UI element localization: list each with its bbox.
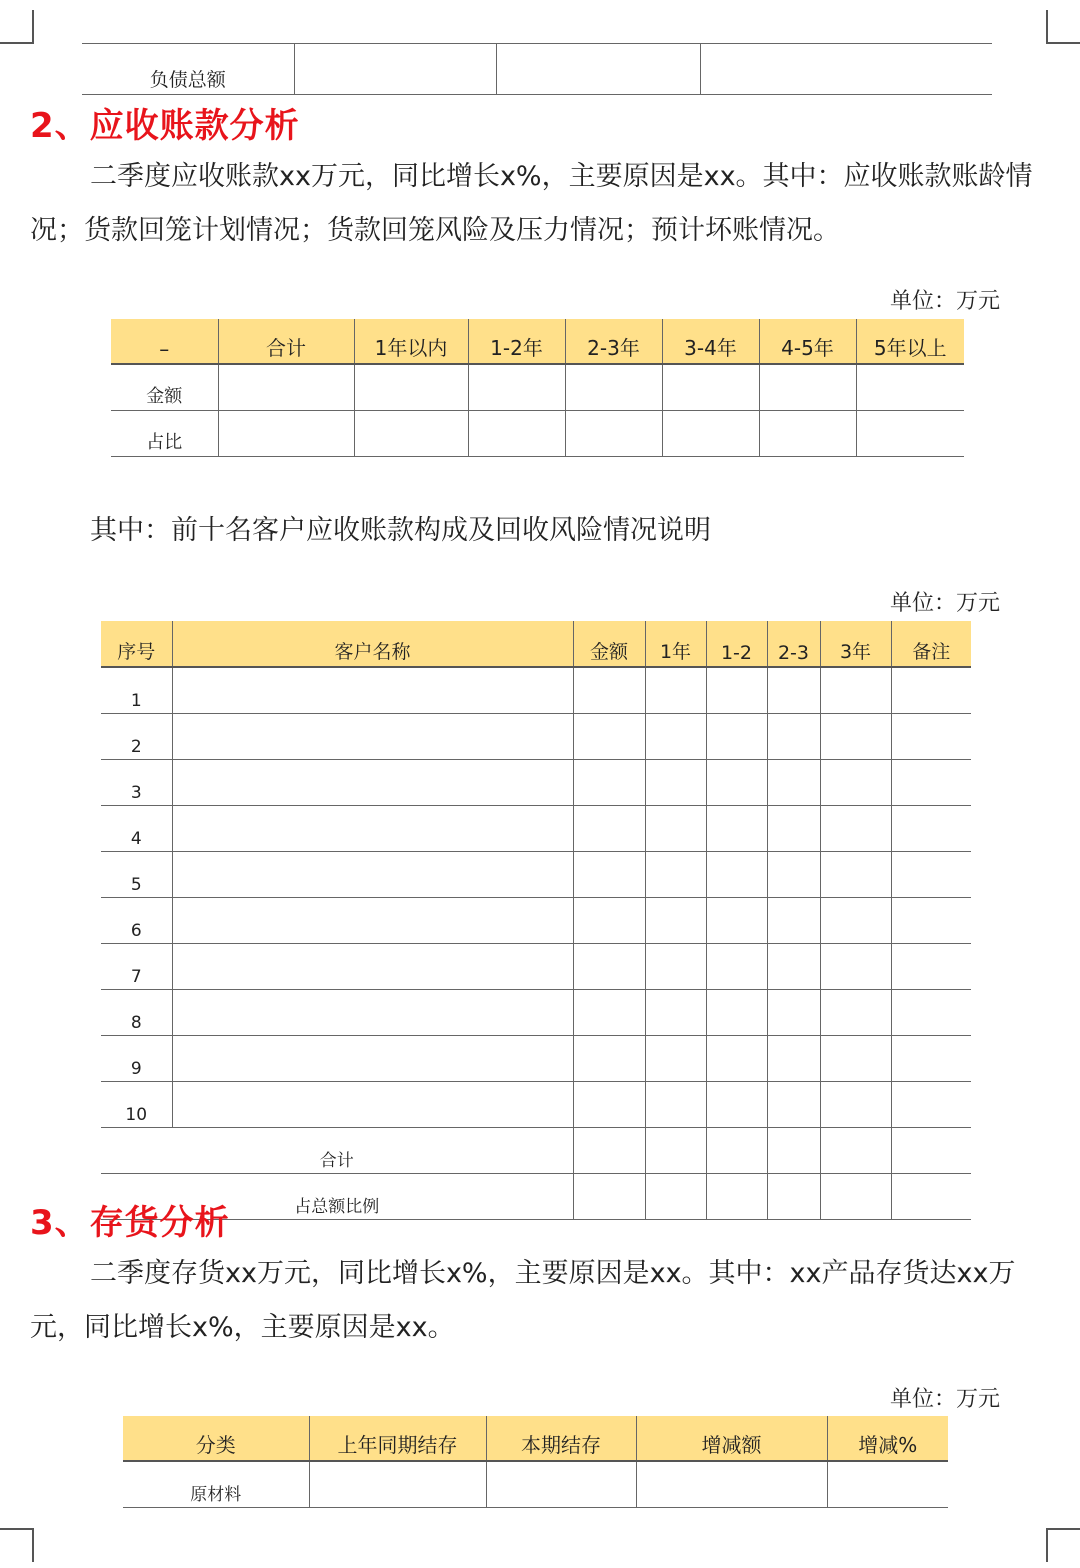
- table-row: [111, 364, 964, 411]
- table-cell: [573, 1036, 645, 1082]
- row-index: 10: [101, 1082, 172, 1128]
- table-cell: [706, 714, 767, 760]
- table-cell: [706, 898, 767, 944]
- row-label: 占比: [111, 411, 218, 457]
- crop-mark-top-left: [0, 10, 34, 44]
- row-index: 7: [101, 944, 172, 990]
- column-header: 3年: [820, 621, 891, 667]
- table-cell: [645, 852, 706, 898]
- table-cell: [218, 411, 354, 457]
- table-cell: [767, 944, 820, 990]
- table-cell: [820, 714, 891, 760]
- table-cell: [856, 411, 964, 457]
- table-cell: [565, 411, 662, 457]
- column-header: 金额: [573, 621, 645, 667]
- table-row: [101, 852, 971, 898]
- column-header: 备注: [891, 621, 971, 667]
- column-header: 本期结存: [486, 1416, 636, 1461]
- crop-mark-bottom-left: [0, 1528, 34, 1562]
- table-cell: [891, 760, 971, 806]
- table-cell: [767, 852, 820, 898]
- table-cell: [645, 1128, 706, 1174]
- table-cell: [891, 806, 971, 852]
- table-cell: [573, 806, 645, 852]
- table-cell: [573, 898, 645, 944]
- table-cell: [573, 667, 645, 714]
- table-cell: [354, 364, 468, 411]
- liabilities-table-fragment: [82, 43, 992, 95]
- row-label: 原材料: [123, 1461, 309, 1508]
- table-cell: [172, 990, 573, 1036]
- table-row: [101, 944, 971, 990]
- receivables-paragraph: 二季度应收账款xx万元，同比增长x%，主要原因是xx。其中：应收账款账龄情况；货款回笼计划情况；货款回笼风险及压力情况；预计坏账情况。: [30, 161, 1033, 246]
- table-cell: [759, 411, 856, 457]
- row-label: 金额: [111, 364, 218, 411]
- table-cell: [706, 760, 767, 806]
- crop-mark-top-right: [1046, 10, 1080, 44]
- table-cell: [820, 1128, 891, 1174]
- table-cell: [645, 1036, 706, 1082]
- table-cell: [820, 898, 891, 944]
- table-cell: [891, 1036, 971, 1082]
- table-cell: [706, 990, 767, 1036]
- table-row: [101, 898, 971, 944]
- table-cell: [172, 944, 573, 990]
- table-row: [101, 714, 971, 760]
- table-cell: [573, 1128, 645, 1174]
- table-cell: [573, 1174, 645, 1220]
- row-index: 6: [101, 898, 172, 944]
- table-cell: [172, 898, 573, 944]
- column-header: 1-2: [706, 621, 767, 667]
- table-row: [101, 760, 971, 806]
- section-heading-receivables: 2、应收账款分析: [30, 106, 300, 146]
- column-header: 1年: [645, 621, 706, 667]
- unit-label: 单位：万元: [890, 591, 1001, 616]
- column-header: 5年以上: [856, 319, 964, 364]
- unit-label: 单位：万元: [890, 1387, 1001, 1412]
- table-cell: [767, 760, 820, 806]
- ratio-row: [101, 1174, 971, 1220]
- table-cell: [645, 944, 706, 990]
- column-header: 4-5年: [759, 319, 856, 364]
- column-header: 2-3: [767, 621, 820, 667]
- table-cell: [496, 44, 700, 95]
- table-row: [101, 667, 971, 714]
- column-header: 3-4年: [662, 319, 759, 364]
- table-cell: [891, 1128, 971, 1174]
- column-header: 客户名称: [172, 621, 573, 667]
- table-cell: [645, 1174, 706, 1220]
- table-cell: [636, 1461, 827, 1508]
- table-cell: [706, 1128, 767, 1174]
- table-cell: [767, 1174, 820, 1220]
- table-cell: [309, 1461, 486, 1508]
- table-header-row: [123, 1416, 948, 1461]
- table-cell: [172, 1036, 573, 1082]
- table-cell: [294, 44, 496, 95]
- column-header: 上年同期结存: [309, 1416, 486, 1461]
- table-cell: [891, 898, 971, 944]
- row-index: 3: [101, 760, 172, 806]
- table-cell: [820, 852, 891, 898]
- table-cell: [706, 944, 767, 990]
- table-row: [123, 1461, 948, 1508]
- row-index: 4: [101, 806, 172, 852]
- table-cell: [891, 944, 971, 990]
- table-cell: [662, 411, 759, 457]
- table-cell: [706, 806, 767, 852]
- table-cell: [767, 1036, 820, 1082]
- table-cell: [706, 667, 767, 714]
- column-header: 增减%: [827, 1416, 948, 1461]
- column-header: –: [159, 337, 170, 361]
- table-cell: [891, 990, 971, 1036]
- table-cell: [172, 714, 573, 760]
- table-cell: [486, 1461, 636, 1508]
- table-cell: [767, 667, 820, 714]
- column-header: 1年以内: [354, 319, 468, 364]
- table-cell: [891, 667, 971, 714]
- table-row: [101, 1082, 971, 1128]
- inventory-paragraph: 二季度存货xx万元，同比增长x%，主要原因是xx。其中：xx产品存货达xx万元，同比增长x%，主要原因是xx。: [30, 1258, 1016, 1343]
- row-index: 8: [101, 990, 172, 1036]
- table-cell: [759, 364, 856, 411]
- table-cell: [891, 714, 971, 760]
- total-label: 合计: [101, 1128, 573, 1174]
- table-cell: [767, 1128, 820, 1174]
- table-cell: [891, 852, 971, 898]
- table-cell: [820, 1174, 891, 1220]
- crop-mark-bottom-right: [1046, 1528, 1080, 1562]
- table-cell: [820, 667, 891, 714]
- table-cell: [172, 806, 573, 852]
- table-cell: [820, 806, 891, 852]
- unit-label: 单位：万元: [890, 289, 1001, 314]
- row-index: 5: [101, 852, 172, 898]
- table-header-row: [101, 621, 971, 667]
- table-cell: [767, 714, 820, 760]
- table-cell: [820, 944, 891, 990]
- table-cell: [468, 411, 565, 457]
- row-label: 负债总额: [82, 44, 294, 95]
- table-cell: [767, 990, 820, 1036]
- table-header-row: [111, 319, 964, 364]
- section-heading-inventory: 3、存货分析: [30, 1203, 230, 1243]
- table-cell: [706, 852, 767, 898]
- top-ten-customers-note: 其中：前十名客户应收账款构成及回收风险情况说明: [90, 515, 711, 546]
- ratio-label: 占总额比例: [101, 1174, 573, 1220]
- aging-table: [111, 319, 964, 457]
- table-row: [101, 1036, 971, 1082]
- inventory-table: [123, 1416, 948, 1508]
- table-cell: [573, 760, 645, 806]
- table-cell: [645, 1082, 706, 1128]
- table-cell: [573, 990, 645, 1036]
- column-header: 1-2年: [468, 319, 565, 364]
- table-cell: [573, 852, 645, 898]
- table-cell: [706, 1082, 767, 1128]
- table-cell: [662, 364, 759, 411]
- table-cell: [706, 1174, 767, 1220]
- table-row: [101, 806, 971, 852]
- row-index: 2: [101, 714, 172, 760]
- table-row: [101, 990, 971, 1036]
- total-row: [101, 1128, 971, 1174]
- table-cell: [706, 1036, 767, 1082]
- table-row: [111, 411, 964, 457]
- column-header: 2-3年: [565, 319, 662, 364]
- table-cell: [820, 990, 891, 1036]
- table-cell: [573, 714, 645, 760]
- table-cell: [820, 1036, 891, 1082]
- table-cell: [645, 760, 706, 806]
- table-row: [82, 44, 992, 95]
- table-cell: [218, 364, 354, 411]
- table-cell: [354, 411, 468, 457]
- table-cell: [172, 667, 573, 714]
- table-cell: [645, 667, 706, 714]
- table-cell: [172, 1082, 573, 1128]
- table-cell: [645, 806, 706, 852]
- table-cell: [700, 44, 992, 95]
- table-cell: [820, 760, 891, 806]
- table-cell: [645, 990, 706, 1036]
- table-cell: [827, 1461, 948, 1508]
- table-cell: [820, 1082, 891, 1128]
- table-cell: [468, 364, 565, 411]
- table-cell: [767, 898, 820, 944]
- table-cell: [573, 944, 645, 990]
- table-cell: [891, 1082, 971, 1128]
- column-header: 增减额: [636, 1416, 827, 1461]
- table-cell: [565, 364, 662, 411]
- table-cell: [573, 1082, 645, 1128]
- top-customers-table: [101, 621, 971, 1220]
- table-cell: [767, 1082, 820, 1128]
- table-cell: [645, 898, 706, 944]
- table-cell: [172, 760, 573, 806]
- table-cell: [172, 852, 573, 898]
- row-index: 9: [101, 1036, 172, 1082]
- column-header: 序号: [117, 641, 156, 663]
- table-cell: [856, 364, 964, 411]
- table-cell: [645, 714, 706, 760]
- table-cell: [891, 1174, 971, 1220]
- row-index: 1: [101, 667, 172, 714]
- column-header: 分类: [195, 1433, 236, 1457]
- table-cell: [767, 806, 820, 852]
- column-header: 合计: [218, 319, 354, 364]
